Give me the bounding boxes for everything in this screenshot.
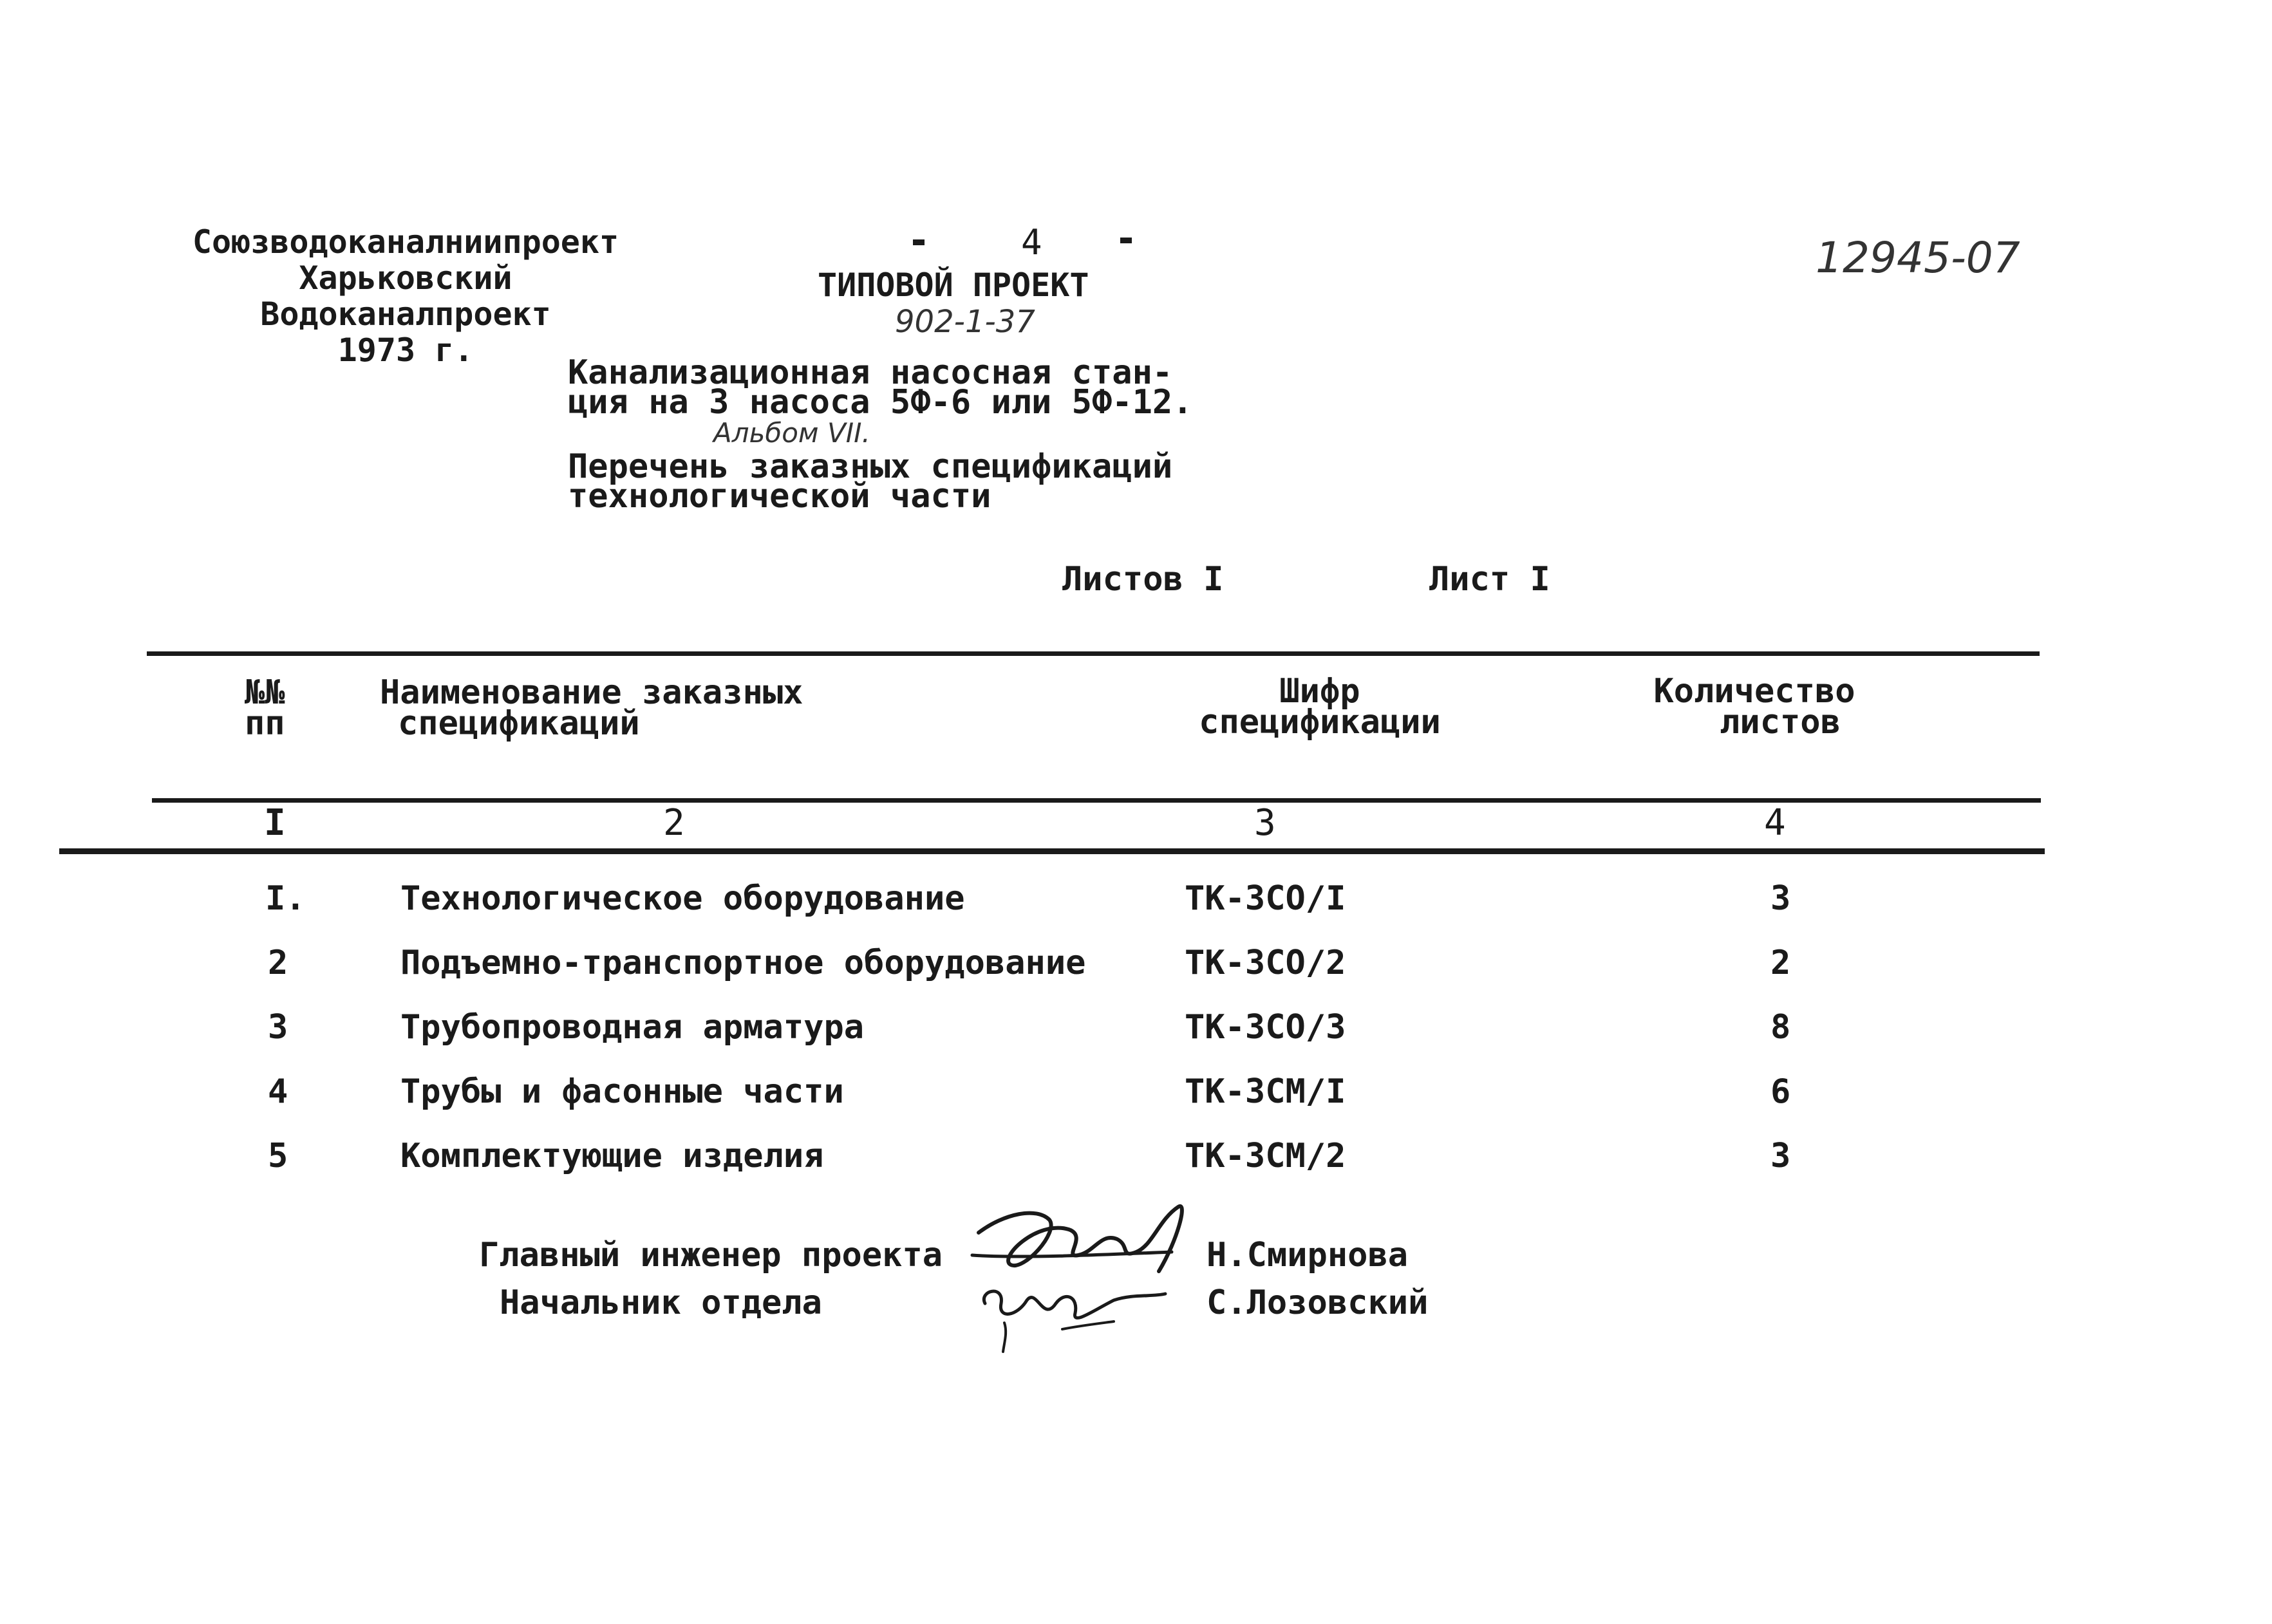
column-number-1: I <box>264 802 286 844</box>
row-sheets: 8 <box>1770 1008 1791 1047</box>
row-number: 3 <box>268 1008 288 1047</box>
organization-line3: Водоканалпроект <box>260 295 551 333</box>
signature-mark-department-head <box>966 1265 1178 1355</box>
project-code: 902-1-37 <box>895 304 1035 340</box>
table-header-rule <box>152 798 2041 803</box>
project-subtitle-line2: технологической части <box>568 477 991 516</box>
row-sheets: 3 <box>1770 879 1791 918</box>
archive-number: 12945-07 <box>1816 233 2020 283</box>
project-title-line2: ция на 3 насоса 5Ф-6 или 5Ф-12. <box>568 383 1193 422</box>
table-row <box>0 879 2272 931</box>
row-number: I. <box>265 879 306 918</box>
row-number: 5 <box>268 1137 288 1175</box>
row-name: Подъемно-транспортное оборудование <box>400 944 1086 982</box>
row-name: Технологическое оборудование <box>400 879 965 918</box>
table-header-name <box>380 673 803 743</box>
sheets-total: Листов I <box>1062 560 1224 599</box>
page-number-dash-left <box>913 239 925 245</box>
table-row <box>0 944 2272 995</box>
project-title <box>568 353 1193 422</box>
row-code: ТК-3СО/2 <box>1185 944 1346 982</box>
signature-role-chief-engineer: Главный инженер проекта <box>479 1236 943 1274</box>
organization-year: 1973 г. <box>337 331 474 369</box>
organization-line2: Харьковский <box>299 259 512 297</box>
signature-role-department-head: Начальник отдела <box>500 1283 822 1322</box>
table-header-sheets <box>1648 672 1861 742</box>
row-name: Комплектующие изделия <box>400 1137 824 1175</box>
table-header-number-line1: №№ <box>245 673 285 712</box>
organization-block <box>180 224 631 368</box>
project-album: Альбом VII. <box>713 417 870 449</box>
page-number: 4 <box>1021 222 1042 263</box>
row-name: Трубопроводная арматура <box>400 1008 865 1047</box>
table-row <box>0 1008 2272 1059</box>
table-header-name-line1: Наименование заказных <box>380 673 803 712</box>
table-header-code <box>1197 672 1442 742</box>
organization-line1: Союзводоканалниипроект <box>192 223 619 261</box>
row-code: ТК-3СМ/I <box>1185 1072 1346 1111</box>
row-sheets: 2 <box>1770 944 1791 982</box>
table-row <box>0 1137 2272 1188</box>
page-number-dash-right <box>1120 238 1132 243</box>
row-code: ТК-3СО/I <box>1185 879 1346 918</box>
row-name: Трубы и фасонные части <box>400 1072 844 1111</box>
project-subtitle-line1: Перечень заказных спецификаций <box>568 447 1173 486</box>
signature-name-department-head: С.Лозовский <box>1206 1283 1429 1322</box>
project-label: ТИПОВОЙ ПРОЕКТ <box>818 266 1089 304</box>
table-colnum-rule <box>59 848 2045 854</box>
table-header-name-line2: спецификаций <box>398 704 640 743</box>
column-number-2: 2 <box>663 802 685 844</box>
table-header-sheets-line2: листов <box>1720 703 1841 742</box>
column-number-3: 3 <box>1254 802 1276 844</box>
table-header-code-line2: спецификации <box>1199 703 1441 742</box>
row-code: ТК-3СМ/2 <box>1185 1137 1346 1175</box>
row-number: 4 <box>268 1072 288 1111</box>
row-code: ТК-3СО/3 <box>1185 1008 1346 1047</box>
sheets-current: Лист I <box>1429 560 1550 599</box>
row-sheets: 3 <box>1770 1137 1791 1175</box>
table-top-rule <box>147 651 2040 656</box>
table-header-number-line2: пп <box>245 704 285 743</box>
table-header-code-line1: Шифр <box>1279 672 1360 711</box>
column-number-4: 4 <box>1764 802 1786 844</box>
table-row <box>0 1072 2272 1124</box>
project-subtitle <box>568 447 1173 516</box>
row-number: 2 <box>268 944 288 982</box>
table-header-number <box>245 673 285 743</box>
row-sheets: 6 <box>1770 1072 1791 1111</box>
project-title-line1: Канализационная насосная стан- <box>568 353 1173 392</box>
signature-name-chief-engineer: Н.Смирнова <box>1206 1236 1409 1274</box>
table-header-sheets-line1: Количество <box>1653 672 1855 711</box>
